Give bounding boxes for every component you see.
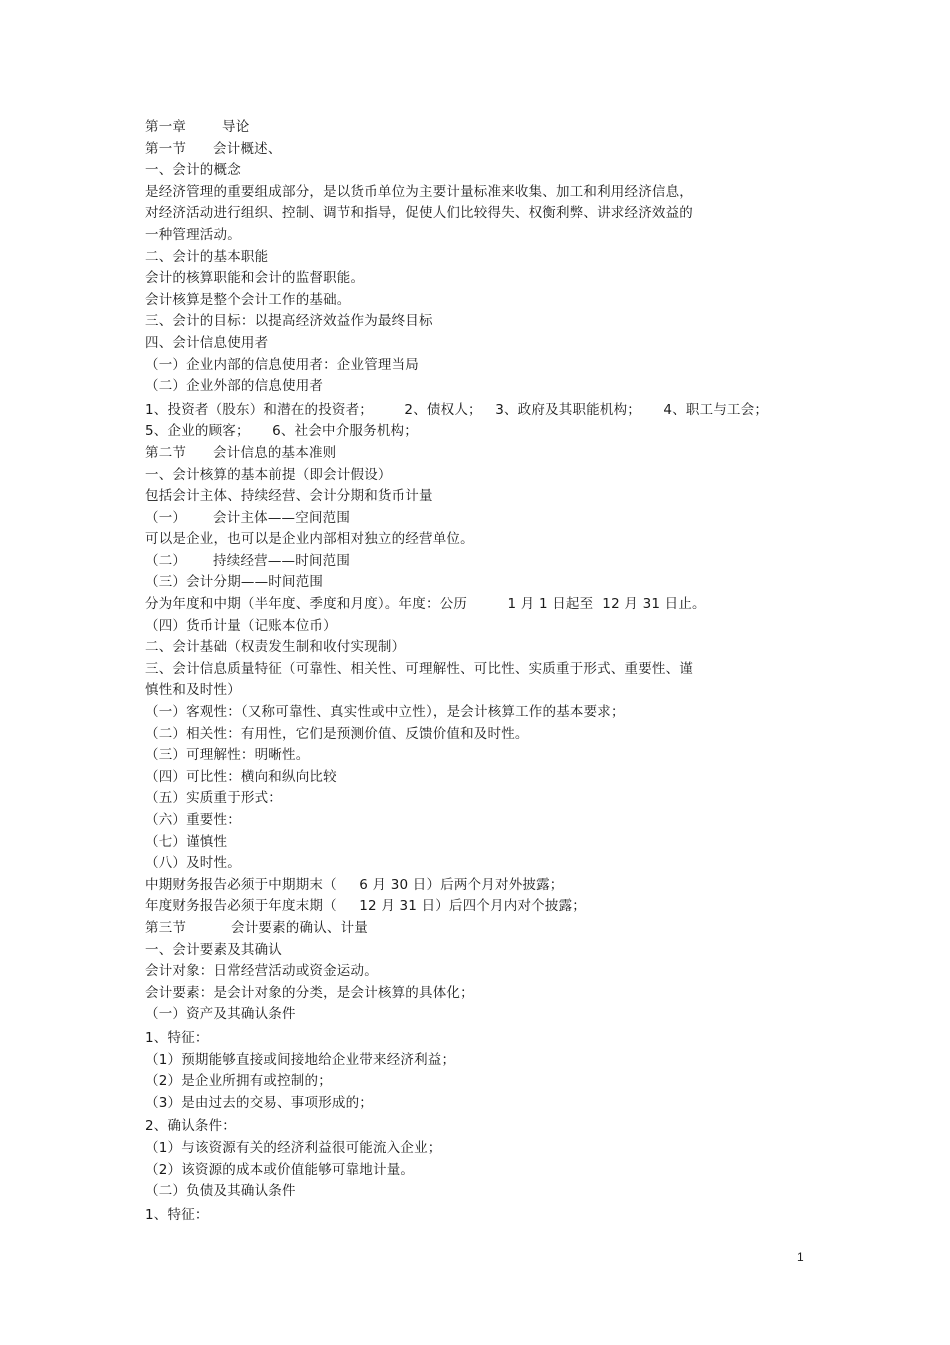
text-line: （三）可理解性：明晰性。 (145, 747, 310, 764)
text-line: 慎性和及时性） (145, 682, 241, 699)
text-line: 包括会计主体、持续经营、会计分期和货币计量 (145, 488, 433, 505)
text-line: （五）实质重于形式： (145, 790, 282, 807)
text-line: 5、企业的顾客； 6、社会中介服务机构； (145, 423, 418, 440)
text-line: 一种管理活动。 (145, 226, 241, 243)
text-line: 中期财务报告必须于中期期末（ 6 月 30 日）后两个月对外披露； (145, 876, 564, 893)
text-line: 会计的核算职能和会计的监督职能。 (145, 270, 365, 287)
text-line: （2）是企业所拥有或控制的； (145, 1073, 332, 1090)
page-number: 1 (797, 1250, 804, 1264)
text-line: 1、特征： (145, 1206, 209, 1223)
text-line: 2、确认条件： (145, 1118, 236, 1135)
text-line: 第三节 会计要素的确认、计量 (145, 919, 369, 936)
text-line: 是经济管理的重要组成部分，是以货币单位为主要计量标准来收集、加工和利用经济信息， (145, 183, 693, 200)
text-line: 会计核算是整个会计工作的基础。 (145, 291, 351, 308)
text-line: 一、会计核算的基本前提（即会计假设） (145, 466, 392, 483)
text-line: 一、会计的概念 (145, 162, 241, 179)
text-line: （三）会计分期——时间范围 (145, 574, 324, 591)
text-line: 会计对象：日常经营活动或资金运动。 (145, 963, 378, 980)
text-line: 分为年度和中期（半年度、季度和月度）。年度：公历 1 月 1 日起至 12 月 31 日止。 (145, 596, 706, 613)
text-line: 三、会计信息质量特征（可靠性、相关性、可理解性、可比性、实质重于形式、重要性、谨 (145, 660, 693, 677)
text-line: 第二节 会计信息的基本准则 (145, 444, 337, 461)
text-line: 一、会计要素及其确认 (145, 941, 282, 958)
text-line: 第一章 导论 (145, 119, 250, 135)
text-line: 三、会计的目标：以提高经济效益作为最终目标 (145, 313, 433, 330)
text-line: （二） 持续经营——时间范围 (145, 552, 351, 569)
text-line: 第一节 会计概述、 (145, 140, 282, 157)
text-line: 二、会计的基本职能 (145, 248, 269, 265)
text-line: 二、会计基础（权责发生制和收付实现制） (145, 639, 406, 656)
text-line: 对经济活动进行组织、控制、调节和指导，促使人们比较得失、权衡利弊、讲求经济效益的 (145, 205, 693, 222)
text-line: 1、投资者（股东）和潜在的投资者； 2、债权人； 3、政府及其职能机构； 4、职工与工会； (145, 401, 769, 418)
text-line: 可以是企业，也可以是企业内部相对独立的经营单位。 (145, 531, 474, 548)
text-line: （四）货币计量（记账本位币） (145, 617, 337, 634)
text-line: （2）该资源的成本或价值能够可靠地计量。 (145, 1161, 415, 1178)
text-line: （一） 会计主体——空间范围 (145, 509, 351, 526)
text-line: （1）预期能够直接或间接地给企业带来经济利益； (145, 1051, 456, 1068)
text-line: 1、特征： (145, 1029, 209, 1046)
document-body (145, 117, 825, 1226)
text-line: 会计要素：是会计对象的分类，是会计核算的具体化； (145, 984, 474, 1001)
text-line: （一）企业内部的信息使用者：企业管理当局 (145, 356, 419, 373)
text-line: （二）负债及其确认条件 (145, 1183, 296, 1200)
text-line: 四、会计信息使用者 (145, 334, 269, 351)
text-line: （四）可比性：横向和纵向比较 (145, 768, 337, 785)
text-line: 年度财务报告必须于年度末期（ 12 月 31 日）后四个月内对个披露； (145, 898, 586, 915)
text-line: （二）企业外部的信息使用者 (145, 378, 324, 395)
text-line: （六）重要性： (145, 812, 241, 828)
text-line: （3）是由过去的交易、事项形成的； (145, 1094, 373, 1111)
text-line: （八）及时性。 (145, 855, 241, 872)
text-line: （一）资产及其确认条件 (145, 1006, 296, 1023)
text-line: （一）客观性：（又称可靠性、真实性或中立性），是会计核算工作的基本要求； (145, 704, 625, 721)
text-line: （二）相关性：有用性，它们是预测价值、反馈价值和及时性。 (145, 725, 529, 742)
text-line: （1）与该资源有关的经济利益很可能流入企业； (145, 1139, 442, 1156)
text-line: （七）谨慎性 (145, 833, 228, 850)
